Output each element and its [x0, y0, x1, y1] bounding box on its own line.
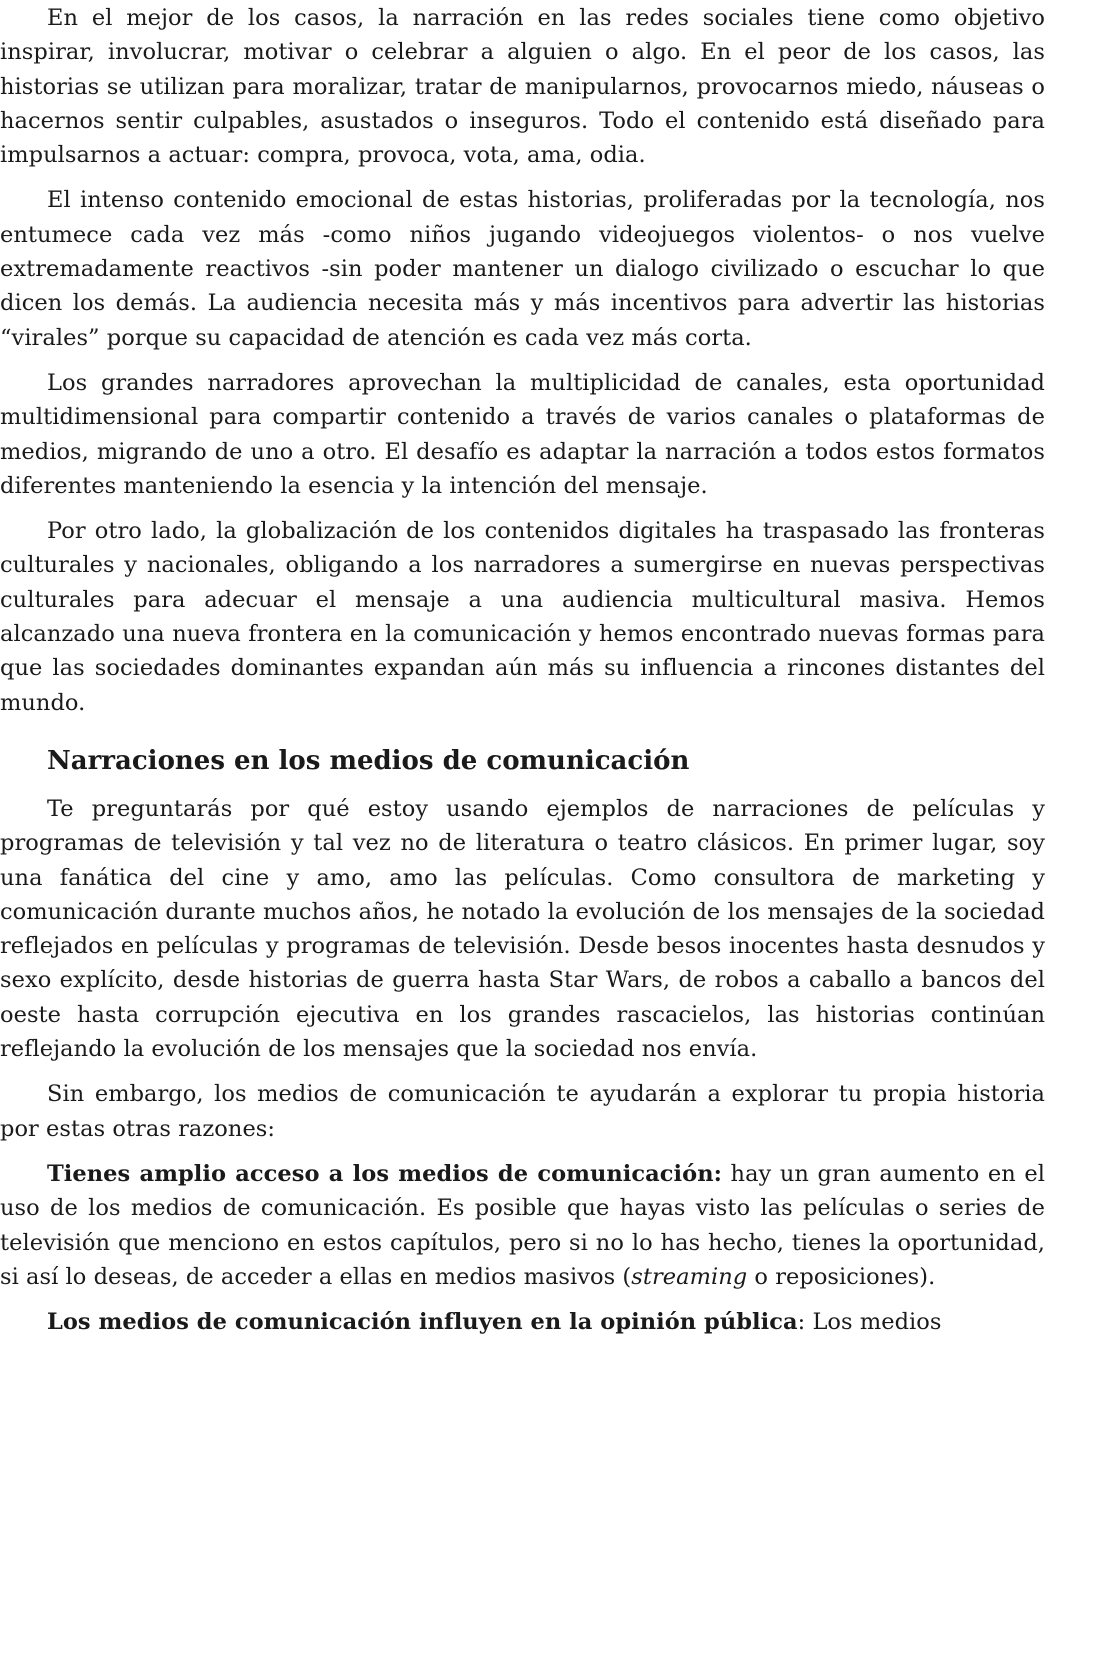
streaming-term: streaming: [631, 1263, 748, 1290]
paragraph-reason-public-opinion: [0, 1305, 1045, 1339]
paragraph-emotional-content: El intenso contenido emocional de estas historias, proliferadas por la tecnología, nos entumece cada vez más -como niños jugando videojuegos violentos- o nos vuelve extremadamente reactivos -sin poder mantener un dialogo civilizado o escuchar lo que dicen los demás. La audiencia necesita más y más incentivos para advertir las historias “virales” porque su capacidad de atención es cada vez más corta.: [0, 187, 1045, 351]
reason-opinion-lead: Los medios de comunicación influyen en la opinión pública: [47, 1309, 798, 1336]
section-heading: Narraciones en los medios de comunicación: [47, 745, 690, 776]
document-page: [0, 1, 1045, 1339]
paragraph-film-examples: Te preguntarás por qué estoy usando ejemplos de narraciones de películas y programas de televisión y tal vez no de literatura o teatro clásicos. En primer lugar, soy una fanática del cine y amo, amo las películas. Como consultora de marketing y comunicación durante muchos años, he notado la evolución de los mensajes de la sociedad reflejados en películas y programas de televisión. Desde besos inocentes hasta desnudos y sexo explícito, desde historias de guerra hasta Star Wars, de robos a caballo a bancos del oeste hasta corrupción ejecutiva en los grandes rascacielos, las historias continúan reflejando la evolución de los mensajes que la sociedad nos envía.: [0, 795, 1045, 1063]
paragraph-multichannel: Los grandes narradores aprovechan la multiplicidad de canales, esta oportunidad multidimensional para compartir contenido a través de varios canales o plataformas de medios, migrando de uno a otro. El desafío es adaptar la narración a todos estos formatos diferentes manteniendo la esencia y la intención del mensaje.: [0, 369, 1045, 499]
reason-access-lead: Tienes amplio acceso a los medios de comunicación:: [47, 1160, 722, 1187]
paragraph-social-media-storytelling: En el mejor de los casos, la narración en las redes sociales tiene como objetivo inspirar, involucrar, motivar o celebrar a alguien o algo. En el peor de los casos, las historias se utilizan para moralizar, tratar de manipularnos, provocarnos miedo, náuseas o hacernos sentir culpables, asustados o inseguros. Todo el contenido está diseñado para impulsarnos a actuar: compra, provoca, vota, ama, odia.: [0, 5, 1045, 169]
reason-access-text: hay un gran aumento en el uso de los medios de comunicación. Es posible que hayas visto las películas o series de televisión que menciono en estos capítulos, pero si no lo has hecho, tienes la oportunidad, si así lo deseas, de acceder a ellas en medios masivos (: [0, 1160, 1046, 1290]
reason-access-text-end: o reposiciones).: [747, 1263, 936, 1290]
paragraph-reasons-intro: Sin embargo, los medios de comunicación te ayudarán a explorar tu propia historia por estas otras razones:: [0, 1081, 1045, 1142]
paragraph-globalization: Por otro lado, la globalización de los contenidos digitales ha traspasado las fronteras culturales y nacionales, obligando a los narradores a sumergirse en nuevas perspectivas culturales para adecuar el mensaje a una audiencia multicultural masiva. Hemos alcanzado una nueva frontera en la comunicación y hemos encontrado nuevas formas para que las sociedades dominantes expandan aún más su influencia a rincones distantes del mundo.: [0, 518, 1045, 716]
paragraph-reason-access: [0, 1157, 1045, 1294]
reason-opinion-text: : Los medios: [797, 1309, 942, 1336]
